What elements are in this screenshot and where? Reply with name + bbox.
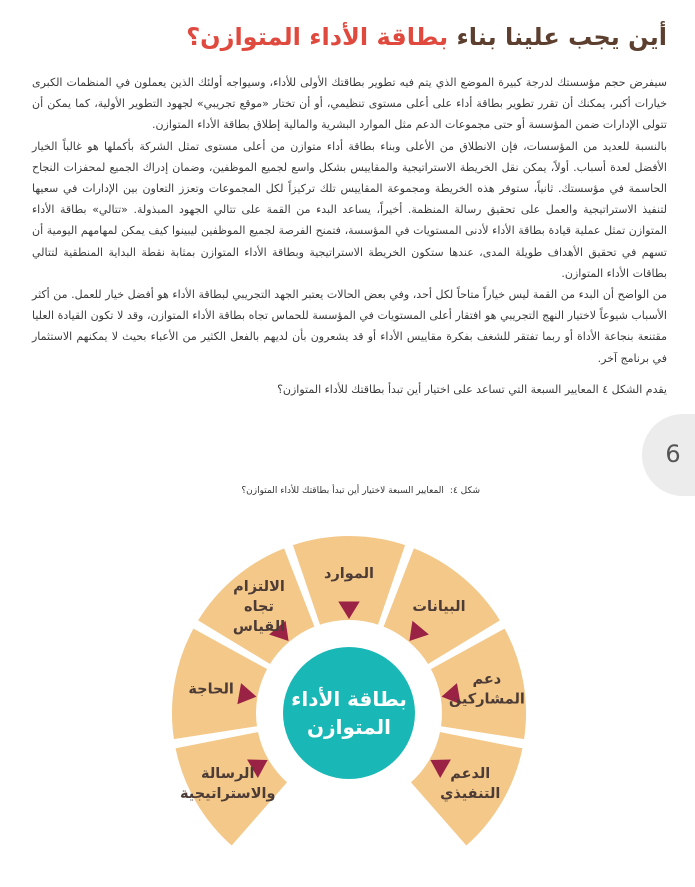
segment-label: الدعم: [450, 766, 491, 782]
paragraph-1: سيفرض حجم مؤسستك لدرجة كبيرة الموضع الذي يتم فيه تطوير بطاقتك الأولى للأداء، وسيواجه أولئك الذين يعملون في المنظمات الكبرى خيارات أكبر، يمكنك أن تقرر تطوير بطاقة أداء على أعلى مستوى تنظيمي، أو أن تختار «موقع تجريبي» لجهود التطوير الأولية، كما يمكن أن تتولى الإدارات ضمن المؤسسة أو حتى مجموعات الدعم مثل الموارد البشرية والمالية إطلاق بطاقة الأداء المتوازن.: [32, 76, 667, 132]
segment-label: التنفيذي: [440, 786, 501, 802]
paragraph-3: من الواضح أن البدء من القمة ليس خياراً متاحاً لكل أحد، وفي بعض الحالات يعتبر الجهد التجريبي لبطاقة الأداء هو أفضل خيار للعمل. من أكثر الأسباب شيوعاً لاختيار النهج التجريبي هو افتقار أعلى المستويات في المؤسسة للحماس تجاه بطاقة الأداء المتوازن، وقد لا تكون القيادة العليا مقتنعة بنجاعة الأداة أو ربما تفتقر للشغف بفكرة مقاييس الأداء أو قد يشعرون بأن لديهم بالفعل الكثير من الأعباء بحيث لا يمكنهم الاستثمار في برنامج آخر.: [32, 288, 667, 365]
segment-label: الرسالة: [201, 766, 255, 782]
figure-intro: يقدم الشكل ٤ المعايير السبعة التي تساعد على اختيار أين تبدأ بطاقتك للأداء المتوازن؟: [277, 382, 667, 396]
segment-label: الالتزام: [233, 578, 285, 595]
figure-ref: شكل ٤:: [449, 486, 480, 496]
center-label-line-1: بطاقة الأداء: [291, 687, 407, 711]
segment-label: تجاه: [244, 598, 274, 615]
segment-label: المشاركين: [448, 691, 525, 708]
center-label-line-2: المتوازن: [307, 715, 391, 739]
center-circle: [283, 647, 415, 779]
paragraph-2: بالنسبة للعديد من المؤسسات، فإن الانطلاق من الأعلى وبناء بطاقة أداء متوازن من أعلى مستوى تمثل الشركة بأكملها هو غالباً الخيار الأفضل لعدة أسباب. أولاً، يمكن نقل الخريطة الاستراتيجية والمقاييس بشكل واسع لجميع الموظفين، وضمان إدراك الجميع لمحفزات النجاح الحاسمة في مؤسستك. ثانياً، ستوفر هذه الخريطة ومجموعة المقاييس تلك تركيزاً لكل المجموعات وتعزز التعاون بين الإدارات في سعيها لتنفيذ الاستراتيجية والعمل على تحقيق رسالة المنظمة. أخيراً، يساعد البدء من القمة على تتالي الجهود المبذولة. «تتالي» بطاقة الأداء المتوازن تمثل عملية قيادة بطاقة الأداء لأدنى المستويات في المؤسسة، فتمنح الفرصة لجميع الموظفين ليبينوا كيف يمكن لمهامهم اليومية أن تسهم في تحقيق الأهداف طويلة المدى، عندها ستكون الخريطة الاستراتيجية وبطاقة الأداء المتوازن بمثابة نقطة البداية المنطقية لتتالي بطاقات الأداء المتوازن.: [32, 139, 667, 280]
figure-caption-text: المعايير السبعة لاختيار أين تبدأ بطاقتك للأداء المتوازن؟: [241, 486, 444, 496]
segment-label: الموارد: [324, 566, 374, 582]
segment-label: والاستراتيجية: [180, 786, 276, 802]
page-number: 6: [665, 440, 681, 468]
title-highlight: بطاقة الأداء المتوازن؟: [186, 23, 449, 51]
segment-label: دعم: [472, 671, 502, 688]
segment-label: الحاجة: [188, 681, 234, 698]
title-prefix: أين يجب علينا بناء: [448, 23, 667, 51]
segment-label: البيانات: [412, 598, 466, 615]
segment-label: القياس: [232, 618, 286, 635]
